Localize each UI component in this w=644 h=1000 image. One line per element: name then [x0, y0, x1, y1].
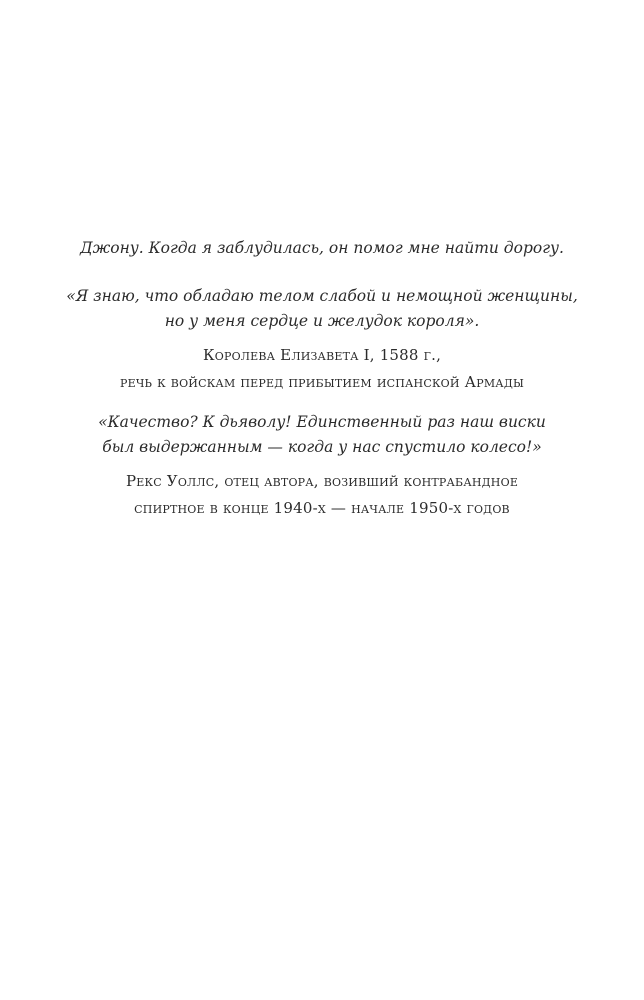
- dedication-text: Джону. Когда я заблудилась, он помог мне найти дорогу.: [80, 239, 564, 257]
- attribution-line: спиртное в конце 1940-х — начале 1950-х годов: [134, 499, 510, 517]
- epigraph-elizabeth: [0, 284, 644, 396]
- epigraph-quote-line: «Я знаю, что обладаю телом слабой и немощной женщины,: [66, 287, 578, 305]
- epigraph-rex-walls: [0, 410, 644, 522]
- epigraph-quote-line: был выдержанным — когда у нас спустило колесо!»: [102, 438, 542, 456]
- attribution-line: Королева Елизавета I, 1588 г.,: [202, 346, 442, 364]
- epigraph-quote-line: «Качество? К дьяволу! Единственный раз наш виски: [98, 413, 546, 431]
- attribution-line: Рекс Уоллс, отец автора, возивший контрабандное: [125, 472, 519, 490]
- epigraph-attribution: [0, 468, 644, 522]
- epigraph-attribution: [0, 342, 644, 396]
- epigraph-quote-line: но у меня сердце и желудок короля».: [164, 312, 480, 330]
- attribution-line: речь к войскам перед прибытием испанской Армады: [120, 373, 524, 391]
